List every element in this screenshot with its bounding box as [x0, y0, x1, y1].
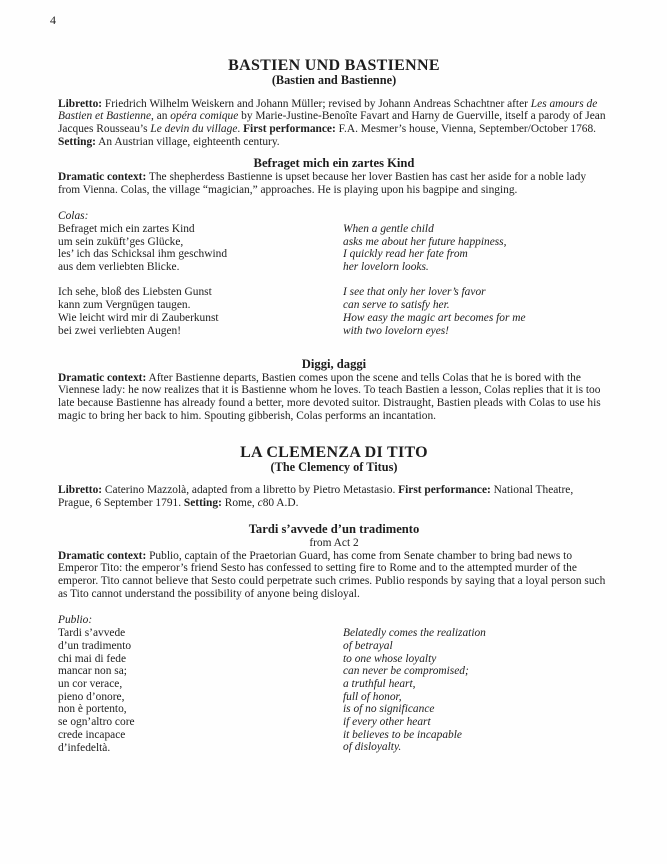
translation-stanza: I see that only her lover’s favor can serve to satisfy her. How easy the magic art becomes for me with two lovelorn eyes! — [343, 286, 526, 337]
diggi-dramatic-context: Dramatic context: After Bastienne departs, Bastien comes upon the scene and tells Colas that he is bored with the Viennese lady: he now realizes that it is Bastienne whom he loves. To teach Bastien a lesson, Colas replies that it is too late because Bastienne has already found a better, more devoted suitor. Distraught, Bastien pleads with Colas to use his magic to bring her back to him. Spouting gibberish, Colas performs an incantation. — [58, 371, 601, 422]
befraget-verse-block — [58, 210, 610, 337]
song-heading-diggi: Diggi, daggi — [301, 357, 367, 372]
verse-translation-column — [343, 210, 610, 337]
befraget-dramatic-context: Dramatic context: The shepherdess Bastienne is upset because her lover Bastien has cast her aside for a noble lady from Vienna. Colas, the village “magician,” approaches. He is playing upon his bagpipe and singing. — [58, 170, 587, 196]
original-stanza: Befraget mich ein zartes Kind um sein zuküft’ges Glücke, les’ ich das Schicksal ihm geschwind aus dem verliebten Blicke. — [58, 222, 228, 274]
verse-translation-column — [343, 614, 610, 754]
work-title-tito: LA CLEMENZA DI TITO — [240, 443, 428, 461]
work-title-bastien: BASTIEN UND BASTIENNE — [228, 57, 440, 74]
work-subtitle-bastien: (Bastien and Bastienne) — [271, 73, 397, 87]
work-subtitle-tito: (The Clemency of Titus) — [270, 459, 398, 474]
speaker-label-publio: Publio: — [58, 614, 93, 627]
original-stanza: Tardi s’avvede d’un tradimento chi mai di fede mancar non sa; un cor verace, pieno d’onore, non è portento, se ogn’altro core crede incapace d’infedeltà. — [58, 627, 135, 754]
translation-stanza: When a gentle child asks me about her future happiness, I quickly read her fate from her lovelorn looks. — [343, 222, 507, 274]
verse-original-column — [58, 614, 343, 754]
tardi-verse-block — [58, 614, 610, 754]
song-heading-befraget: Befraget mich ein zartes Kind — [253, 156, 415, 171]
bastien-libretto-paragraph: Libretto: Friedrich Wilhelm Weiskern and Johann Müller; revised by Johann Andreas Schachtner after Les amours de Bastien et Bastienne, an opéra comique by Marie-Justine-Benoîte Favart and Harny de Guerville, itself a parody of Jean Jacques Rousseau’s Le devin du village. First performance: F.A. Mesmer’s house, Vienna, September/October 1768. Setting: An Austrian village, eighteenth century. — [58, 97, 606, 148]
original-stanza: Ich sehe, bloß des Liebsten Gunst kann zum Vergnügen taugen. Wie leicht wird mir di Zauberkunst bei zwei verliebten Augen! — [58, 286, 219, 337]
speaker-label-colas: Colas: — [58, 210, 89, 223]
verse-original-column — [58, 210, 343, 337]
song-heading-tardi: Tardi s’avvede d’un tradimento — [248, 522, 420, 537]
tardi-dramatic-context: Dramatic context: Publio, captain of the Praetorian Guard, has come from Senate chamber to bring bad news to Emperor Tito: the emperor’s friend Sesto has confessed to setting fire to Rome and to the attempted murder of the emperor. Tito cannot believe that Sesto could perpetrate such crimes. Publio responds by saying that a loyal person such as Tito cannot understand the possibility of anyone being disloyal. — [58, 549, 606, 600]
act-subheading: from Act 2 — [309, 536, 359, 549]
page-number: 4 — [50, 13, 56, 27]
tito-libretto-paragraph: Libretto: Caterino Mazzolà, adapted from a libretto by Pietro Metastasio. First performance: National Theatre, Prague, 6 September 1791. Setting: Rome, c80 A.D. — [58, 484, 574, 509]
translation-stanza: Belatedly comes the realization of betrayal to one whose loyalty can never be compromised; a truthful heart, full of honor, is of no significance if every other heart it believes to be incapable of disloyalty. — [343, 627, 486, 754]
